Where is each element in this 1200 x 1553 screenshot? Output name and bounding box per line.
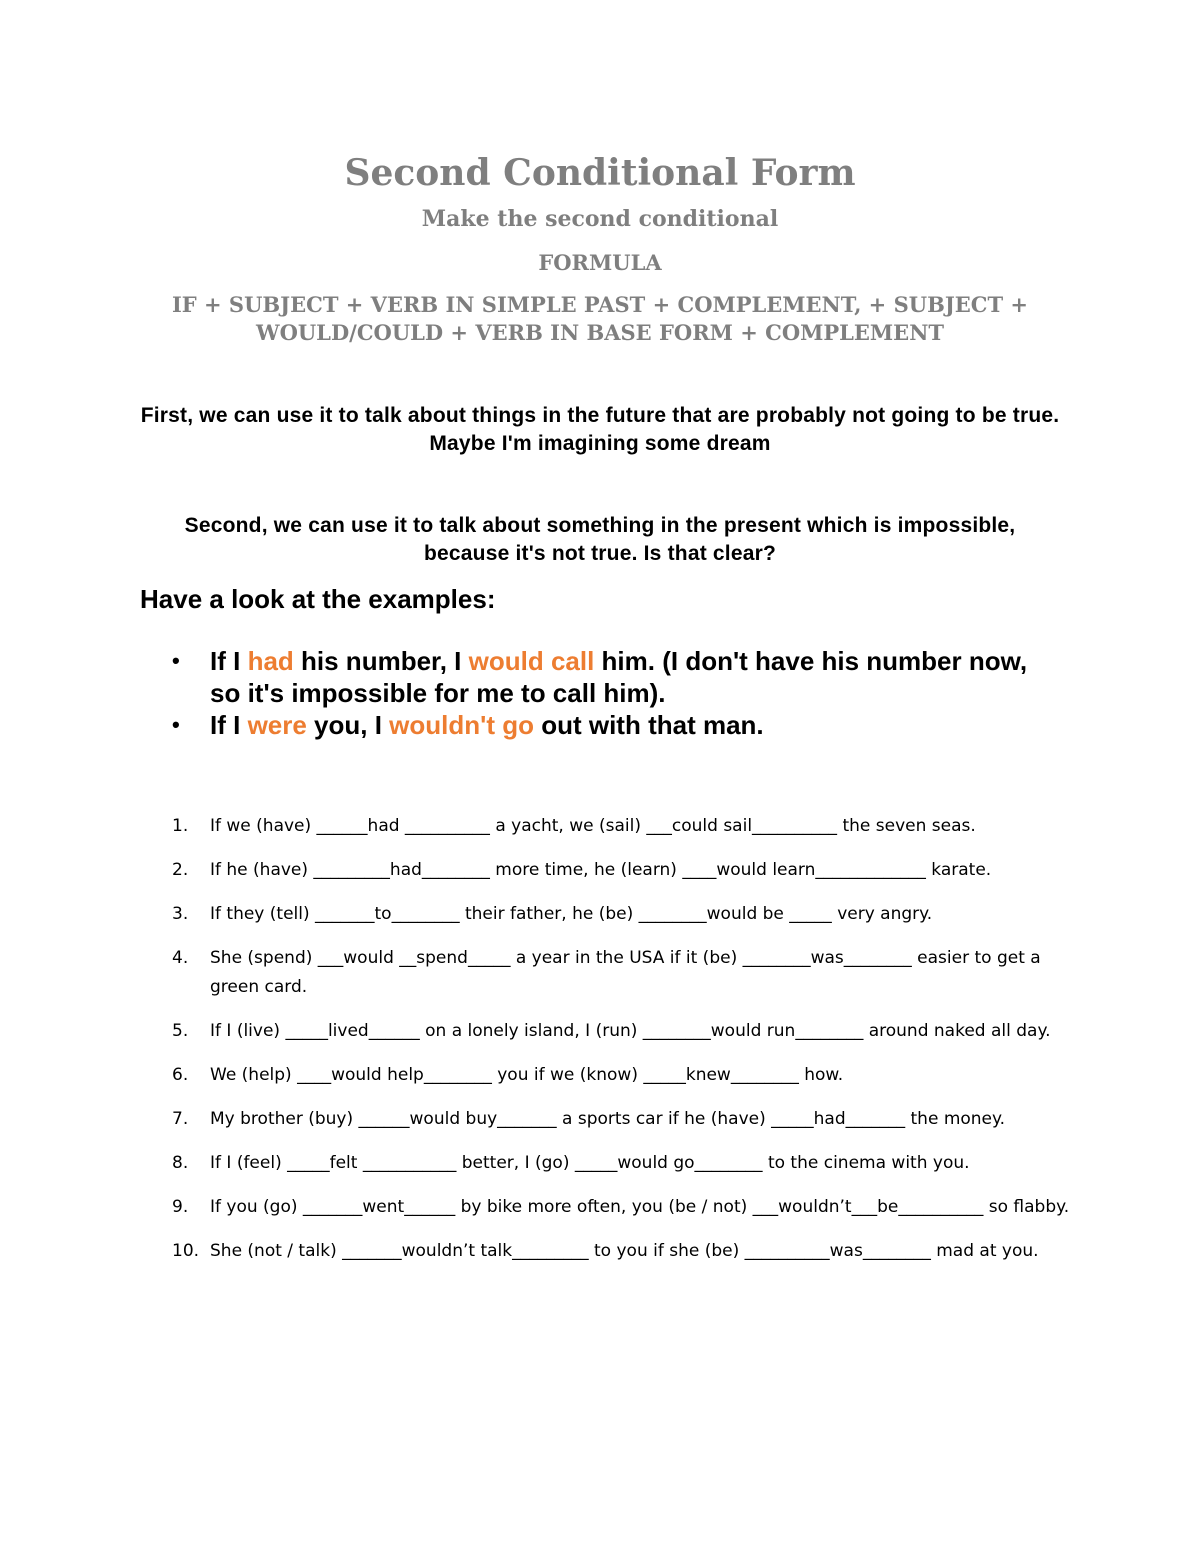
example-text: If I — [210, 710, 248, 740]
exercise-text: If I (live) _____lived______ on a lonely island, I (run) ________would run________ around naked all day. — [210, 1021, 1051, 1041]
exercise-text: We (help) ____would help________ you if we (know) _____knew________ how. — [210, 1065, 844, 1085]
exercise-number: 5. — [172, 1021, 189, 1041]
exercise-item — [172, 900, 1072, 929]
example-text: his number, I — [293, 646, 469, 676]
exercise-item — [172, 1105, 1072, 1134]
exercise-number: 1. — [172, 816, 189, 836]
exercise-item — [172, 1237, 1072, 1266]
page-title: Second Conditional Form — [344, 152, 856, 194]
examples-heading: Have a look at the examples: — [140, 584, 496, 614]
explanation-first: First, we can use it to talk about things in the future that are probably not going to be true. Maybe I'm imagining some dream — [140, 404, 1060, 455]
example-text: If I — [210, 646, 248, 676]
exercise-number: 8. — [172, 1153, 189, 1173]
example-highlight: were — [247, 710, 307, 740]
bullet-icon: • — [172, 648, 180, 673]
examples-list — [170, 645, 1050, 741]
exercise-item — [172, 1149, 1072, 1178]
exercise-number: 6. — [172, 1065, 189, 1085]
explanation-second: Second, we can use it to talk about something in the present which is impossible, because it's not true. Is that clear? — [184, 514, 1016, 565]
example-highlight: had — [247, 646, 294, 676]
exercise-list — [172, 812, 1072, 1281]
exercise-text: If I (feel) _____felt ___________ better, I (go) _____would go________ to the cinema with you. — [210, 1153, 970, 1173]
exercise-item — [172, 1061, 1072, 1090]
exercise-text: If they (tell) _______to________ their father, he (be) ________would be _____ very angry. — [210, 904, 933, 924]
exercise-text: She (not / talk) _______wouldn’t talk_________ to you if she (be) __________was________ mad at you. — [210, 1241, 1039, 1261]
exercise-text: If you (go) _______went______ by bike more often, you (be / not) ___wouldn’t___be__________ so flabby. — [210, 1197, 1070, 1217]
exercise-text: She (spend) ___would __spend_____ a year in the USA if it (be) ________was________ easier to get a green card. — [210, 948, 1041, 997]
example-item — [170, 709, 1050, 741]
exercise-number: 7. — [172, 1109, 189, 1129]
formula-text: IF + SUBJECT + VERB IN SIMPLE PAST + COMPLEMENT, + SUBJECT + WOULD/COULD + VERB IN BASE FORM + COMPLEMENT — [171, 292, 1029, 345]
exercise-number: 3. — [172, 904, 189, 924]
bullet-icon: • — [172, 712, 180, 737]
example-highlight: would call — [468, 646, 595, 676]
exercise-text: My brother (buy) ______would buy_______ a sports car if he (have) _____had_______ the money. — [210, 1109, 1006, 1129]
exercise-item — [172, 812, 1072, 841]
example-text: him. (I don't have his number now, so it's impossible for me to call him). — [210, 646, 1028, 708]
exercise-number: 2. — [172, 860, 189, 880]
exercise-number: 10. — [172, 1241, 200, 1261]
exercise-number: 4. — [172, 948, 189, 968]
exercise-item — [172, 1193, 1072, 1222]
example-highlight: wouldn't go — [389, 710, 534, 740]
page-subtitle: Make the second conditional — [421, 206, 779, 232]
exercise-text: If he (have) _________had________ more time, he (learn) ____would learn_____________ karate. — [210, 860, 992, 880]
exercise-item — [172, 1017, 1072, 1046]
exercise-number: 9. — [172, 1197, 189, 1217]
exercise-item — [172, 944, 1072, 1002]
example-text: you, I — [306, 710, 390, 740]
formula-label: FORMULA — [538, 250, 662, 275]
example-item — [170, 645, 1050, 709]
exercise-item — [172, 856, 1072, 885]
example-text: out with that man. — [533, 710, 764, 740]
exercise-text: If we (have) ______had __________ a yacht, we (sail) ___could sail__________ the seven seas. — [210, 816, 976, 836]
